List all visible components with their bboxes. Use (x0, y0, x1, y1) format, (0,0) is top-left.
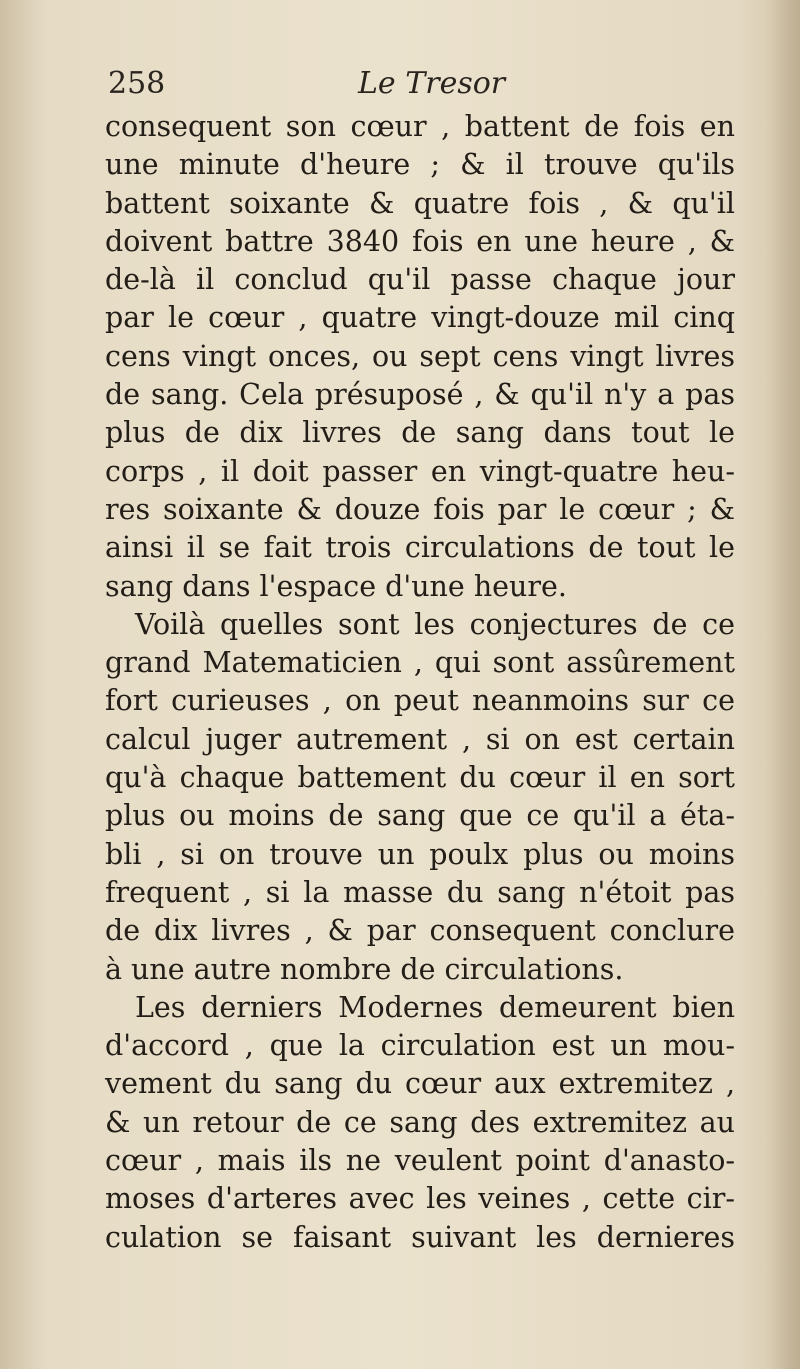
text-line: d'accord , que la circulation est un mou- (105, 1029, 735, 1063)
page-number: 258 (108, 66, 166, 101)
text-line: battent soixante & quatre fois , & qu'il (105, 186, 735, 220)
text-line: ainsi il se fait trois circulations de tout le (105, 531, 735, 565)
text-line: de-là il conclud qu'il passe chaque jour (105, 263, 735, 297)
text-line: vement du sang du cœur aux extremitez , (105, 1067, 735, 1101)
text-line: une minute d'heure ; & il trouve qu'ils (105, 148, 735, 182)
text-line: frequent , si la masse du sang n'étoit pas (105, 875, 735, 909)
paragraph-start-line: Voilà quelles sont les conjectures de ce (135, 607, 735, 641)
text-line: qu'à chaque battement du cœur il en sort (105, 761, 735, 795)
running-head: Le Tresor (358, 66, 506, 101)
text-line: & un retour de ce sang des extremitez au (105, 1105, 735, 1139)
text-line: corps , il doit passer en vingt-quatre heu- (105, 454, 735, 488)
text-line: grand Matematicien , qui sont assûrement (105, 646, 735, 680)
text-line: doivent battre 3840 fois en une heure , & (105, 224, 735, 258)
paragraph-end-line: sang dans l'espace d'une heure. (105, 569, 567, 603)
paragraph-end-line: à une autre nombre de circulations. (105, 952, 624, 986)
page-edge-shadow (766, 0, 800, 1369)
paragraph-start-line: Les derniers Modernes demeurent bien (135, 990, 735, 1024)
text-line: de dix livres , & par consequent conclure (105, 914, 735, 948)
text-line: res soixante & douze fois par le cœur ; & (105, 492, 735, 526)
text-line: consequent son cœur , battent de fois en (105, 110, 735, 143)
text-line: bli , si on trouve un poulx plus ou moins (105, 837, 735, 871)
text-line: plus de dix livres de sang dans tout le (105, 416, 735, 450)
body-text (105, 108, 735, 1257)
text-line: moses d'arteres avec les veines , cette cir- (105, 1182, 735, 1216)
text-line: culation se faisant suivant les dernieres (105, 1220, 735, 1254)
text-line: cens vingt onces, ou sept cens vingt livres (105, 339, 735, 373)
text-line: de sang. Cela présuposé , & qu'il n'y a pas (105, 378, 735, 412)
text-line: plus ou moins de sang que ce qu'il a éta- (105, 799, 735, 833)
text-line: cœur , mais ils ne veulent point d'anasto- (105, 1144, 735, 1178)
text-line: calcul juger autrement , si on est certain (105, 722, 735, 756)
page-header (108, 66, 748, 106)
text-line: fort curieuses , on peut neanmoins sur ce (105, 684, 735, 718)
text-line: par le cœur , quatre vingt-douze mil cinq (105, 301, 735, 335)
